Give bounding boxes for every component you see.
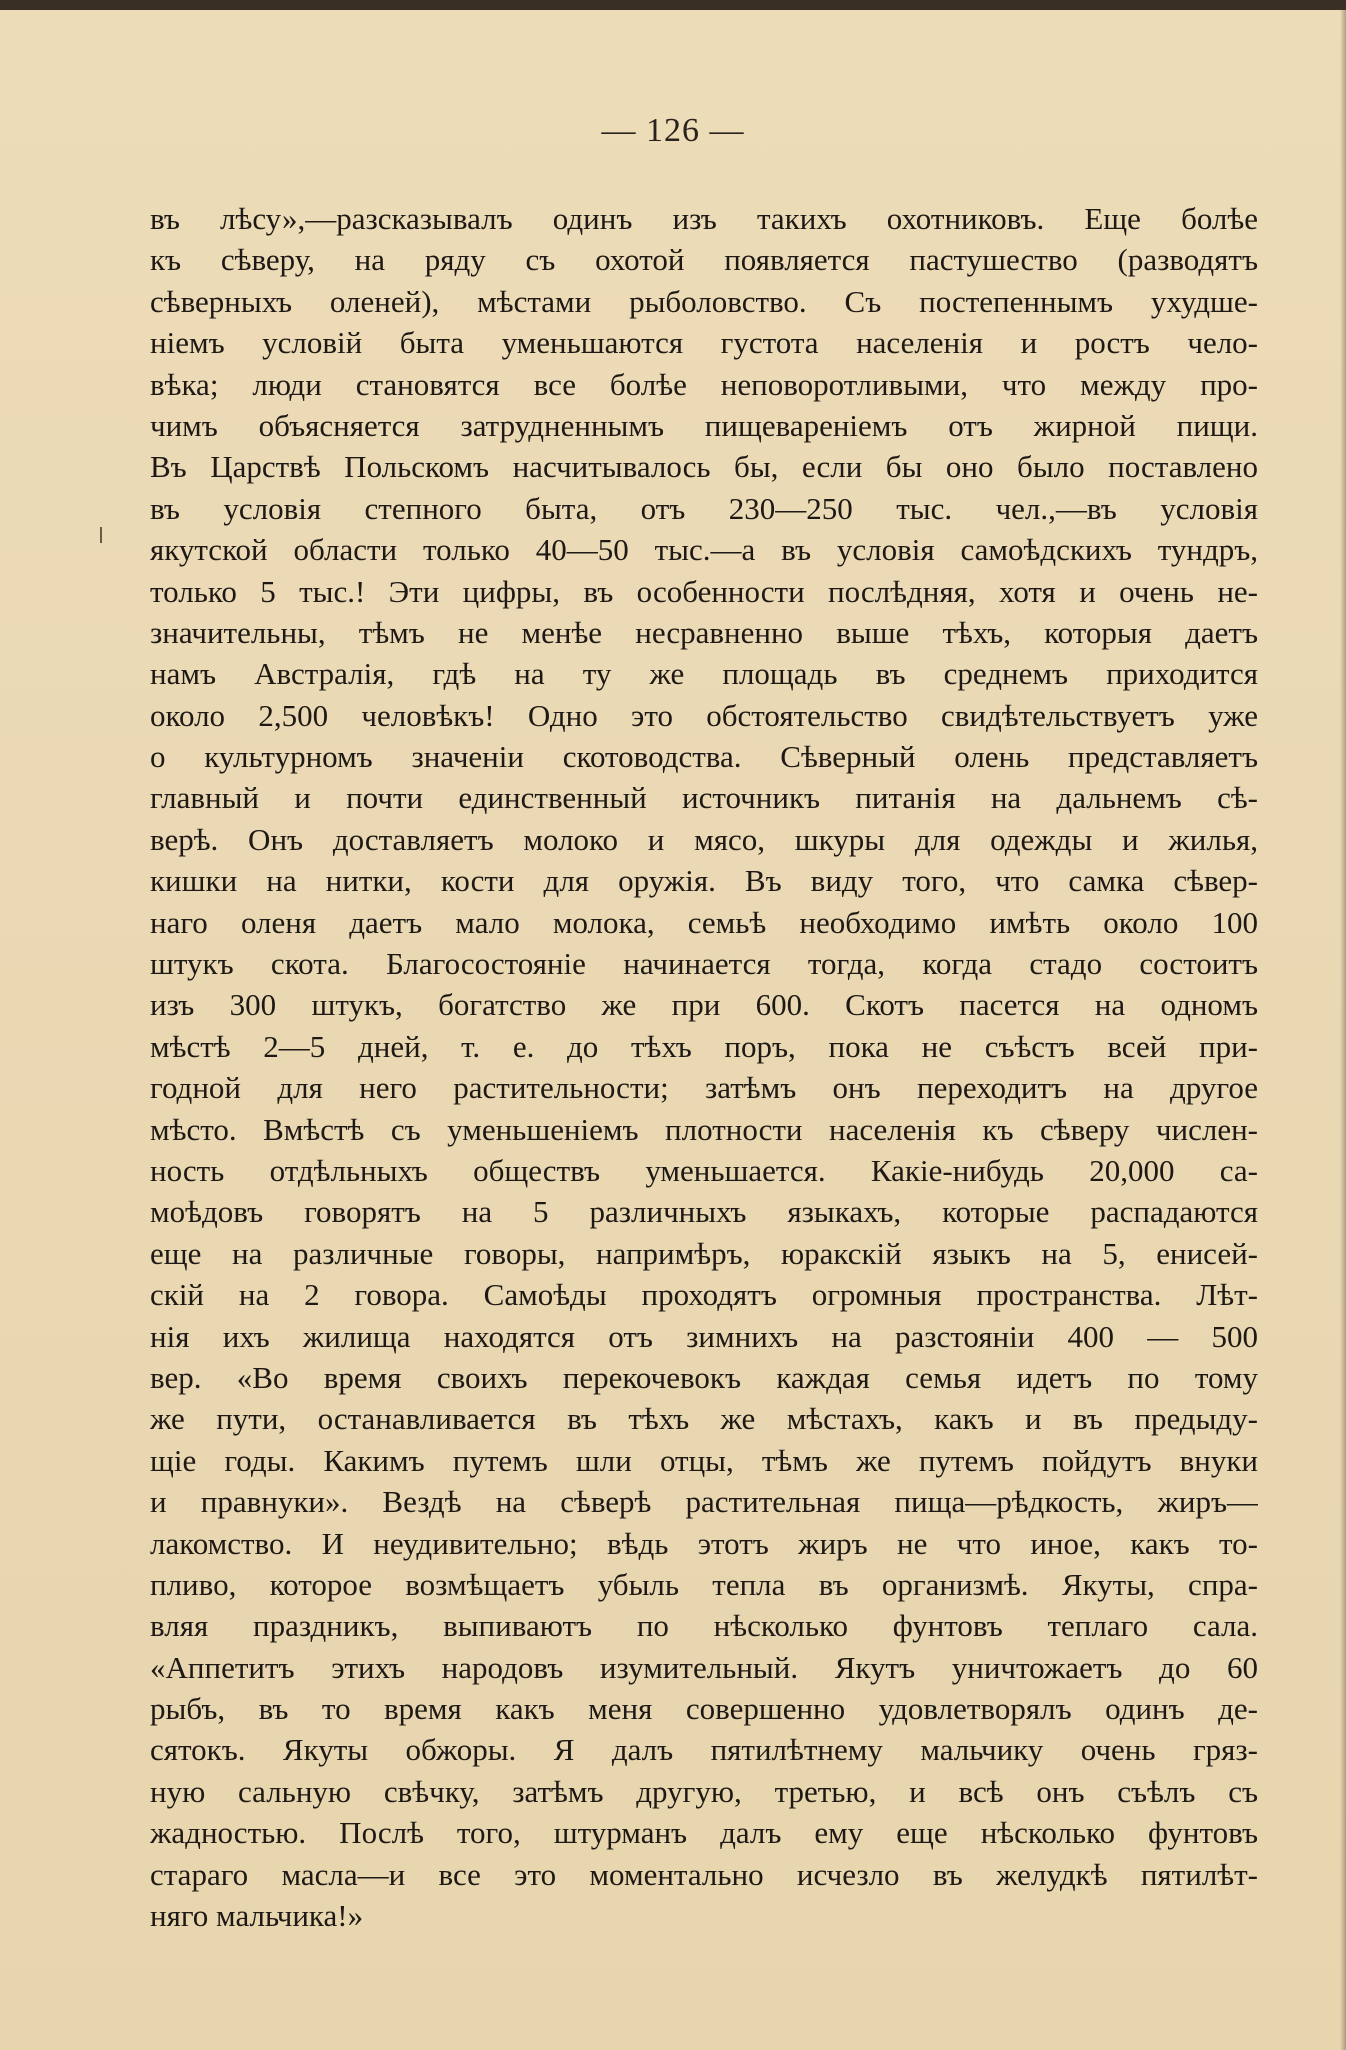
text-line: еще на различные говоры, напримѣръ, юракскій языкъ на 5, енисей- [150, 1235, 1258, 1271]
text-line: сятокъ. Якуты обжоры. Я далъ пятилѣтнему мальчику очень гряз- [150, 1732, 1258, 1768]
text-line: кишки на нитки, кости для оружія. Въ виду того, что самка сѣвер- [150, 863, 1258, 899]
text-line: и правнуки». Вездѣ на сѣверѣ растительная пища—рѣдкость, жиръ— [150, 1484, 1258, 1520]
text-line: значительны, тѣмъ не менѣе несравненно выше тѣхъ, которыя даетъ [150, 614, 1258, 650]
text-line: только 5 тыс.! Эти цифры, въ особенности послѣдняя, хотя и очень не- [150, 573, 1258, 609]
text-line: въ лѣсу»,—разсказывалъ одинъ изъ такихъ охотниковъ. Еще болѣе [150, 201, 1258, 236]
text-line: моѣдовъ говорятъ на 5 различныхъ языкахъ, которые распадаются [150, 1194, 1258, 1230]
text-line: вляя праздникъ, выпиваютъ по нѣсколько фунтовъ теплаго сала. [150, 1608, 1258, 1644]
text-line: вѣка; люди становятся все болѣе неповоротливыми, что между про- [150, 366, 1258, 402]
text-line: изъ 300 штукъ, богатство же при 600. Скотъ пасется на одномъ [150, 987, 1258, 1023]
body-text [150, 198, 1258, 1936]
text-line: сѣверныхъ оленей), мѣстами рыболовство. Съ постепеннымъ ухудше- [150, 283, 1258, 319]
text-line: же пути, останавливается въ тѣхъ же мѣстахъ, какъ и въ предыду- [150, 1401, 1258, 1437]
text-line: ніемъ условій быта уменьшаются густота населенія и ростъ чело- [150, 325, 1258, 361]
page-right-edge [1340, 0, 1346, 2050]
text-line: жадностью. Послѣ того, штурманъ далъ ему еще нѣсколько фунтовъ [150, 1815, 1258, 1851]
text-line: лакомство. И неудивительно; вѣдь этотъ жиръ не что иное, какъ то- [150, 1525, 1258, 1561]
text-line: мѣсто. Вмѣстѣ съ уменьшеніемъ плотности населенія къ сѣверу числен- [150, 1111, 1258, 1147]
text-line: рыбъ, въ то время какъ меня совершенно удовлетворялъ одинъ де- [150, 1691, 1258, 1727]
text-line: стараго масла—и все это моментально исчезло въ желудкѣ пятилѣт- [150, 1856, 1258, 1892]
text-line: нія ихъ жилища находятся отъ зимнихъ на разстояніи 400 — 500 [150, 1318, 1258, 1354]
text-line: о культурномъ значеніи скотоводства. Сѣверный олень представляетъ [150, 739, 1258, 775]
text-line: около 2,500 человѣкъ! Одно это обстоятельство свидѣтельствуетъ уже [150, 697, 1258, 733]
text-line: ность отдѣльныхъ обществъ уменьшается. Какіе-нибудь 20,000 са- [150, 1152, 1258, 1188]
text-line: пливо, которое возмѣщаетъ убыль тепла въ организмѣ. Якуты, спра- [150, 1566, 1258, 1602]
text-line: намъ Австралія, гдѣ на ту же площадь въ среднемъ приходится [150, 656, 1258, 692]
text-line: вер. «Во время своихъ перекочевокъ каждая семья идетъ по тому [150, 1359, 1258, 1395]
text-line: Въ Царствѣ Польскомъ насчитывалось бы, если бы оно было поставлено [150, 449, 1258, 485]
text-line: «Аппетитъ этихъ народовъ изумительный. Якутъ уничтожаетъ до 60 [150, 1649, 1258, 1685]
text-line: ную сальную свѣчку, затѣмъ другую, третью, и всѣ онъ съѣлъ съ [150, 1773, 1258, 1809]
text-line: няго мальчика!» [150, 1898, 364, 1934]
margin-mark [100, 527, 102, 543]
text-line: въ условія степного быта, отъ 230—250 тыс. чел.,—въ условія [150, 490, 1258, 526]
text-line: щіе годы. Какимъ путемъ шли отцы, тѣмъ же путемъ пойдутъ внуки [150, 1442, 1258, 1478]
text-line: наго оленя даетъ мало молока, семьѣ необходимо имѣть около 100 [150, 904, 1258, 940]
text-line: скій на 2 говора. Самоѣды проходятъ огромныя пространства. Лѣт- [150, 1277, 1258, 1313]
page-top-edge [0, 0, 1346, 10]
text-line: штукъ скота. Благосостояніе начинается тогда, когда стадо состоитъ [150, 946, 1258, 982]
text-line: мѣстѣ 2—5 дней, т. е. до тѣхъ поръ, пока не съѣстъ всей при- [150, 1028, 1258, 1064]
text-line: къ сѣверу, на ряду съ охотой появляется пастушество (разводятъ [150, 242, 1258, 278]
text-line: главный и почти единственный источникъ питанія на дальнемъ сѣ- [150, 780, 1258, 816]
text-line: якутской области только 40—50 тыс.—а въ условія самоѣдскихъ тундръ, [150, 532, 1258, 568]
text-line: чимъ объясняется затрудненнымъ пищевареніемъ отъ жирной пищи. [150, 407, 1258, 443]
text-line: верѣ. Онъ доставляетъ молоко и мясо, шкуры для одежды и жилья, [150, 821, 1258, 857]
text-line: годной для него растительности; затѣмъ онъ переходитъ на другое [150, 1070, 1258, 1106]
page-number: — 126 — [601, 112, 745, 149]
